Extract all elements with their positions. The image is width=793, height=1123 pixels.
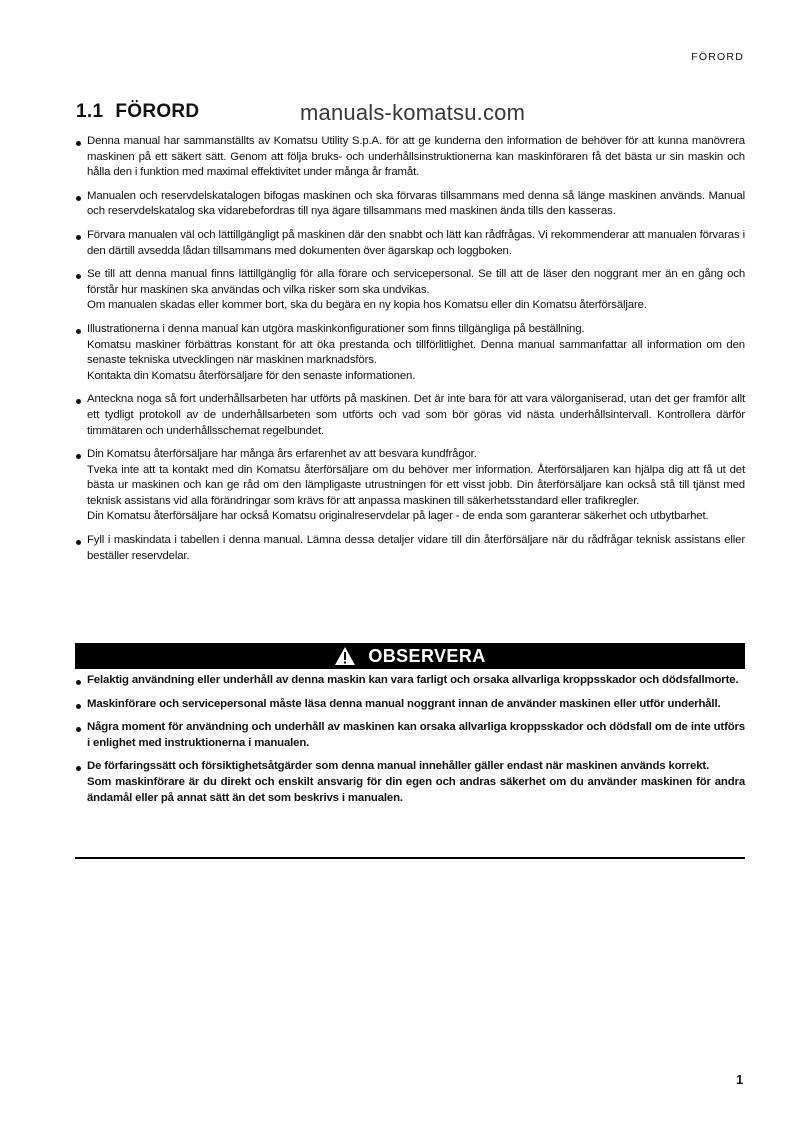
list-item (76, 447, 745, 525)
section-title (76, 101, 199, 123)
paragraph: De förfaringssätt och försiktighetsåtgärder som denna manual innehåller gäller endast när maskinen används korrekt. (87, 760, 710, 773)
paragraph: Tveka inte att ta kontakt med din Komatsu återförsäljare om du behöver mer information. Återförsäljaren kan hjälpa dig att få ut det bästa ur maskinen och kan ge råd om den lämpligaste utrustningen för ett visst jobb. Din återförsäljare kan också stå till tjänst med teknisk assistans vid alla förändringar som krävs för att anpassa maskinen till säkerhetsstandard eller trafikregler. (87, 463, 745, 507)
section-title-text: FÖRORD (115, 101, 200, 122)
preface-bullet-list (76, 134, 745, 572)
paragraph: Maskinförare och servicepersonal måste läsa denna manual noggrant innan de använder maskinen eller utför underhåll. (87, 697, 721, 710)
list-item (76, 533, 745, 564)
list-item (76, 134, 745, 181)
paragraph: Anteckna noga så fort underhållsarbeten har utförts på maskinen. Det är inte bara för att vara välorganiserad, utan det ger framför allt ett tydligt protokoll av de underhållsarbeten som utförts och vad som bör göras vid nästa underhållsintervall. Kontrollera därför timmätaren och underhållsschemat regelbundet. (87, 393, 745, 437)
watermark: manuals-komatsu.com (300, 100, 526, 125)
list-item (76, 720, 745, 751)
page-number: 1 (736, 1072, 744, 1087)
list-item (76, 673, 745, 689)
paragraph: Komatsu maskiner förbättras konstant för att öka prestanda och tillförlitlighet. Denna manual sammanfattar all information om den senaste tekniska utvecklingen när maskinen marknadsförs. (87, 338, 745, 367)
paragraph: Felaktig användning eller underhåll av denna maskin kan vara farligt och orsaka allvarliga kroppsskador och dödsfallmorte. (87, 674, 739, 686)
warning-triangle-icon (334, 646, 356, 666)
list-item (76, 697, 745, 713)
paragraph: Kontakta din Komatsu återförsäljare för den senaste informationen. (87, 369, 416, 382)
paragraph: Förvara manualen väl och lättillgängligt på maskinen där den snabbt och lätt kan rådfrågas. Vi rekommenderar att manualen förvaras i den därtill avsedda lådan tillsammans med dokumenten över ägarskap och loggboken. (87, 228, 745, 257)
paragraph: Som maskinförare är du direkt och enskilt ansvarig för din egen och andras säkerhet om du använder maskinen för andra ändamål eller på annat sätt än det som beskrivs i manualen. (87, 775, 745, 804)
paragraph: Denna manual har sammanställts av Komatsu Utility S.p.A. för att ge kunderna den information de behöver för att kunna manövrera maskinen på ett säkert sätt. Genom att följa bruks- och underhållsinstruktionerna kan maskinföraren få det bästa ur sin maskin och hålla den i funktion med maximal effektivitet under många år framåt. (87, 135, 745, 179)
paragraph: Din Komatsu återförsäljare har också Komatsu originalreservdelar på lager - de enda som garanterar säkerhet och utbytbarhet. (87, 510, 709, 523)
paragraph: Fyll i maskindata i tabellen i denna manual. Lämna dessa detaljer vidare till din återförsäljare när du rådfrågar teknisk assistans eller beställer reservdelar. (87, 534, 745, 562)
list-item (76, 392, 745, 439)
section-number: 1.1 (76, 101, 104, 122)
list-item (76, 228, 745, 259)
paragraph: Din Komatsu återförsäljare har många års erfarenhet av att besvara kundfrågor. (87, 448, 477, 461)
warning-label: OBSERVERA (368, 645, 486, 666)
list-item (76, 322, 745, 384)
paragraph: Illustrationerna i denna manual kan utgöra maskinkonfigurationer som finns tillgängliga på beställning. (87, 322, 585, 335)
list-item (76, 189, 745, 220)
warning-bullet-list (76, 673, 745, 814)
paragraph: Se till att denna manual finns lättillgänglig för alla förare och servicepersonal. Se till att de läser den noggrant mer än en gång och förstår hur maskinen ska användas och vilka risker som ska undvikas. (87, 268, 745, 296)
warning-banner (75, 643, 745, 669)
list-item (76, 759, 745, 806)
paragraph: Manualen och reservdelskatalogen bifogas maskinen och ska förvaras tillsammans med denna så länge maskinen används. Manual och reservdelskatalog ska vidarebefordras till nya ägare tillsammans med maskinen ända tills den kasseras. (87, 189, 745, 218)
list-item (76, 267, 745, 314)
paragraph: Några moment för användning och underhåll av maskinen kan orsaka allvarliga kroppsskador och dödsfall om de inte utförs i enlighet med instruktionerna i manualen. (87, 721, 745, 749)
paragraph: Om manualen skadas eller kommer bort, ska du begära en ny kopia hos Komatsu eller din Komatsu återförsäljare. (87, 299, 647, 312)
section-divider (75, 857, 745, 859)
running-header: FÖRORD (691, 51, 744, 63)
